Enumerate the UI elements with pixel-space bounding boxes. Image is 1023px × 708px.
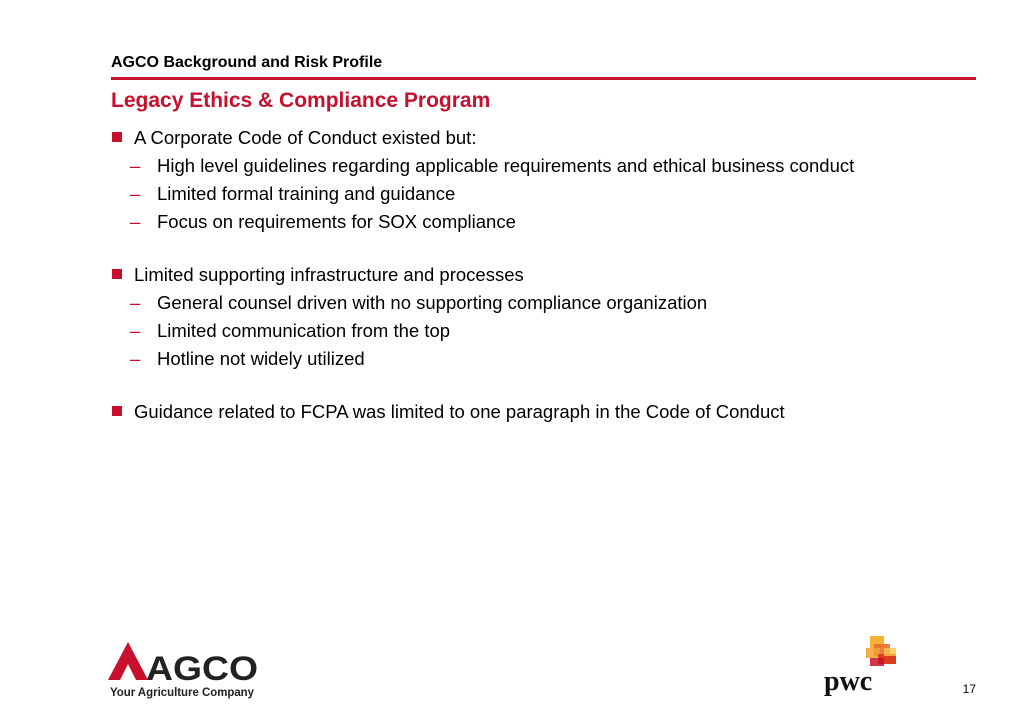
sub-bullet-item bbox=[111, 208, 981, 236]
agco-tagline: Your Agriculture Company bbox=[110, 687, 255, 699]
sub-bullet-item bbox=[111, 289, 981, 317]
bullet-item bbox=[111, 124, 981, 152]
sub-bullet-item bbox=[111, 152, 981, 180]
pwc-wordmark: pwc bbox=[824, 666, 873, 696]
square-bullet-icon bbox=[112, 132, 122, 142]
title-rule bbox=[111, 77, 976, 80]
square-bullet-icon bbox=[112, 269, 122, 279]
dash-icon: – bbox=[130, 211, 141, 232]
page-number: 17 bbox=[962, 682, 976, 696]
dash-icon: – bbox=[130, 320, 141, 341]
sub-bullet-item bbox=[111, 317, 981, 345]
dash-icon: – bbox=[130, 183, 141, 204]
pwc-blocks-icon bbox=[866, 636, 896, 666]
slide-title: Legacy Ethics & Compliance Program bbox=[111, 89, 491, 112]
dash-icon: – bbox=[130, 292, 141, 313]
sub-bullet-text: Focus on requirements for SOX compliance bbox=[157, 211, 516, 232]
pwc-logo bbox=[822, 634, 898, 696]
sub-bullet-text: General counsel driven with no supporting compliance organization bbox=[157, 292, 708, 313]
sub-bullet-text: Limited communication from the top bbox=[157, 320, 451, 341]
bullet-text: A Corporate Code of Conduct existed but: bbox=[134, 127, 477, 148]
sub-bullet-item bbox=[111, 180, 981, 208]
spacer bbox=[111, 236, 981, 261]
sub-bullet-text: High level guidelines regarding applicable requirements and ethical business conduct bbox=[157, 155, 855, 176]
agco-logo bbox=[108, 640, 263, 700]
spacer bbox=[111, 373, 981, 398]
dash-icon: – bbox=[130, 155, 141, 176]
section-title: AGCO Background and Risk Profile bbox=[111, 54, 383, 71]
sub-bullet-item bbox=[111, 345, 981, 373]
bullet-list bbox=[111, 124, 981, 426]
dash-icon: – bbox=[130, 348, 141, 369]
sub-bullet-text: Limited formal training and guidance bbox=[157, 183, 456, 204]
bullet-text: Guidance related to FCPA was limited to one paragraph in the Code of Conduct bbox=[134, 401, 785, 422]
bullet-item bbox=[111, 398, 981, 426]
bullet-item bbox=[111, 261, 981, 289]
agco-wordmark: AGCO bbox=[146, 650, 258, 688]
bullet-text: Limited supporting infrastructure and processes bbox=[134, 264, 524, 285]
square-bullet-icon bbox=[112, 406, 122, 416]
sub-bullet-text: Hotline not widely utilized bbox=[157, 348, 365, 369]
